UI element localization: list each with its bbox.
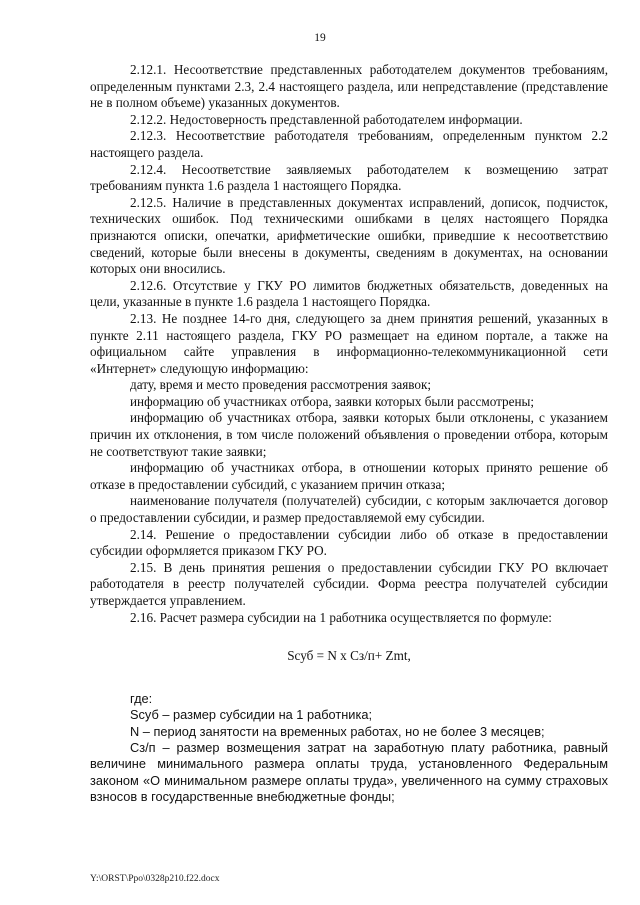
subsidy-formula: Sсуб = N x Сз/п+ Zmt, xyxy=(287,648,411,664)
list-item: информацию об участниках отбора, заявки которых были рассмотрены; xyxy=(130,393,535,409)
definition-item: Sсуб – размер субсидии на 1 работника; xyxy=(130,707,373,723)
definition-item: N – период занятости на временных работах, но не более 3 месяцев; xyxy=(130,723,545,739)
document-body xyxy=(90,62,608,806)
list-item: информацию об участниках отбора, в отношении которых принято решение об отказе в предоставлении субсидий, с указанием причин отказа; xyxy=(90,460,608,492)
list-item: информацию об участниках отбора, заявки которых были отклонены, с указанием причин их отклонения, в том числе положений объявления о проведении отбора, которым не соответствуют такие заявки; xyxy=(90,410,608,459)
paragraph-2-16: 2.16. Расчет размера субсидии на 1 работника осуществляется по формуле: xyxy=(130,609,552,625)
page-number: 19 xyxy=(314,32,326,44)
definition-item: Сз/п – размер возмещения затрат на заработную плату работника, равный величине минимального размера оплаты труда, установленного Федеральным законом «О минимальном размере оплаты труда», увеличенного на сумму страховых взносов в государственные внебюджетные фонды; xyxy=(90,740,608,805)
where-label: где: xyxy=(130,690,153,706)
paragraph-2-12-4: 2.12.4. Несоответствие заявляемых работодателем к возмещению затрат требованиям пункта 1.6 раздела 1 настоящего Порядка. xyxy=(90,161,608,194)
paragraph-2-12-5: 2.12.5. Наличие в представленных документах исправлений, дописок, подчисток, технических ошибок. Под техническими ошибками в целях настоящего Порядка признаются описки, опечатки, арифметические ошибки, приведшие к несоответствию сведений, которые были внесены в документы, сведениям в документах, на основании которых они вносились. xyxy=(90,194,608,277)
list-item: дату, время и место проведения рассмотрения заявок; xyxy=(130,377,432,393)
list-item: наименование получателя (получателей) субсидии, с которым заключается договор о предоставлении субсидии, и размер предоставляемой ему субсидии. xyxy=(90,493,608,526)
file-path-footer: Y:\ORST\Ppo\0328p210.f22.docx xyxy=(90,874,220,884)
paragraph-2-12-3: 2.12.3. Несоответствие работодателя требованиям, определенным пунктом 2.2 настоящего раздела. xyxy=(90,128,608,160)
paragraph-2-12-2: 2.12.2. Недостоверность представленной работодателем информации. xyxy=(130,111,523,127)
paragraph-2-12-6: 2.12.6. Отсутствие у ГКУ РО лимитов бюджетных обязательств, доведенных на цели, указанные в пункте 1.6 раздела 1 настоящего Порядка. xyxy=(90,277,608,310)
paragraph-2-15: 2.15. В день принятия решения о предоставлении субсидии ГКУ РО включает работодателя в реестр получателей субсидии. Форма реестра получателей субсидии утверждается управлением. xyxy=(90,559,608,608)
paragraph-2-13: 2.13. Не позднее 14-го дня, следующего за днем принятия решений, указанных в пункте 2.11 настоящего раздела, ГКУ РО размещает на едином портале, а также на официальном сайте управления в информационно-телекоммуникационной сети «Интернет» следующую информацию: xyxy=(90,310,608,376)
paragraph-2-14: 2.14. Решение о предоставлении субсидии либо об отказе в предоставлении субсидии оформляется приказом ГКУ РО. xyxy=(90,526,608,559)
paragraph-2-12-1: 2.12.1. Несоответствие представленных работодателем документов требованиям, определенным пунктами 2.3, 2.4 настоящего раздела, или непредставление (представление не в полном объеме) указанных документов. xyxy=(90,62,608,111)
